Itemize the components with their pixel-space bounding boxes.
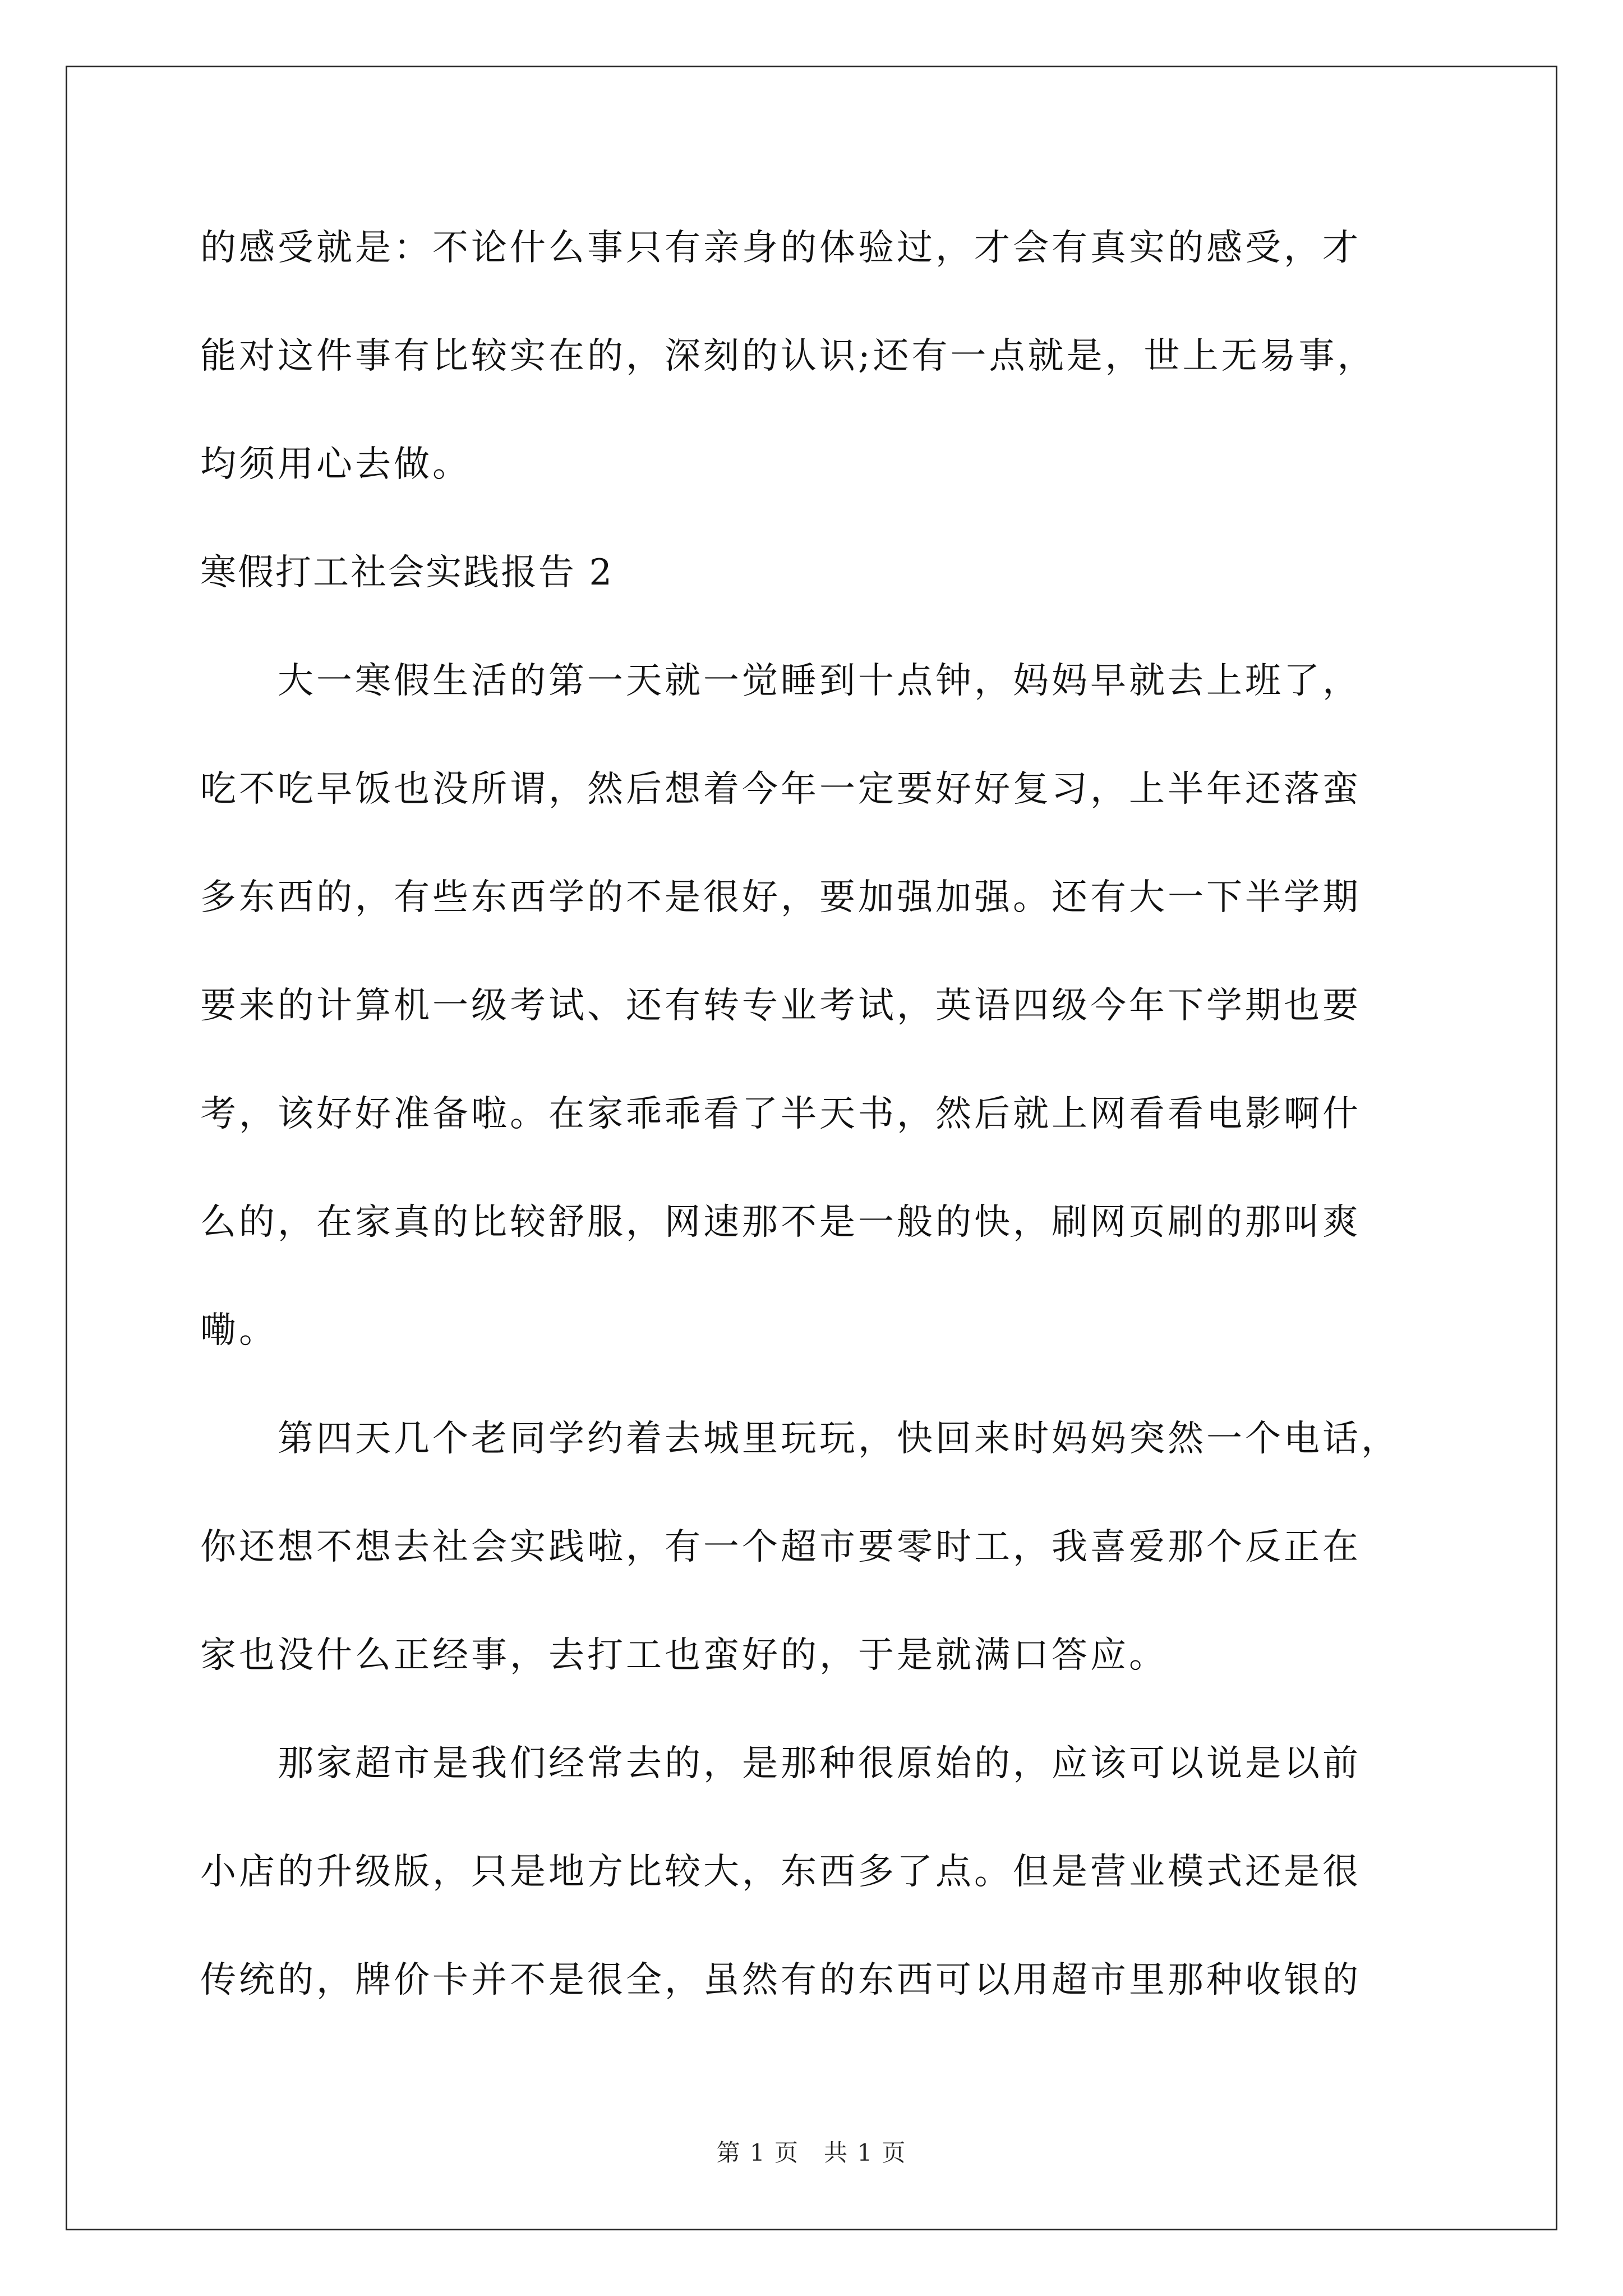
text-line: 嘞。 [200,1310,278,1351]
text-line: 小店的升级版，只是地方比较大，东西多了点。但是营业模式还是很 [200,1851,1361,1893]
text-line: 吃不吃早饭也没所谓，然后想着今年一定要好好复习，上半年还落蛮 [200,769,1361,810]
text-line: 大一寒假生活的第一天就一觉睡到十点钟，妈妈早就去上班了， [200,660,1361,702]
text-line: 多东西的，有些东西学的不是很好，要加强加强。还有大一下半学期 [200,877,1361,918]
text-line: 么的，在家真的比较舒服，网速那不是一般的快，刷网页刷的那叫爽 [200,1202,1361,1243]
text-line: 能对这件事有比较实在的，深刻的认识;还有一点就是，世上无易事， [200,335,1376,377]
text-line: 的感受就是：不论什么事只有亲身的体验过，才会有真实的感受，才 [200,227,1361,269]
section-heading: 寒假打工社会实践报告 2 [200,552,614,593]
text-line: 均须用心去做。 [200,444,471,485]
text-line: 那家超市是我们经常去的，是那种很原始的，应该可以说是以前 [200,1743,1361,1784]
text-line: 传统的，牌价卡并不是很全，虽然有的东西可以用超市里那种收银的 [200,1959,1361,2001]
page-footer: 第 1 页 共 1 页 [716,2139,907,2166]
text-line: 考，该好好准备啦。在家乖乖看了半天书，然后就上网看看电影啊什 [200,1093,1361,1135]
text-line: 家也没什么正经事，去打工也蛮好的，于是就满口答应。 [200,1635,1168,1676]
text-line: 第四天几个老同学约着去城里玩玩，快回来时妈妈突然一个电话， [200,1418,1400,1460]
text-line: 你还想不想去社会实践啦，有一个超市要零时工，我喜爱那个反正在 [200,1526,1361,1568]
text-line: 要来的计算机一级考试、还有转专业考试，英语四级今年下学期也要 [200,985,1361,1027]
page-border [66,66,1557,2230]
